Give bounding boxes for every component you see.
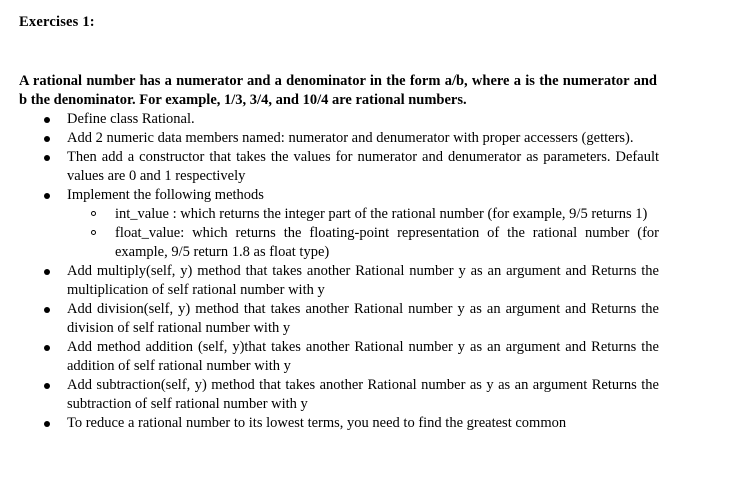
bullet-icon: [44, 383, 50, 389]
list-item-text: Add 2 numeric data members named: numerator and denumerator with proper accessers (getters).: [67, 130, 634, 146]
list-item: [19, 186, 659, 262]
bullet-icon: [44, 345, 50, 351]
list-item-text: Add multiply(self, y) method that takes another Rational number y as an argument and Returns the multiplication of self rational number with y: [67, 263, 659, 298]
list-item-text: Define class Rational.: [67, 111, 195, 127]
methods-sublist: [67, 205, 659, 262]
list-item: [19, 376, 659, 414]
list-item: [19, 414, 659, 433]
bullet-icon: [44, 155, 50, 161]
hollow-bullet-icon: [91, 230, 96, 235]
sublist-item: [67, 205, 659, 224]
list-item: [19, 129, 659, 148]
bullet-icon: [44, 136, 50, 142]
list-item-text: Add division(self, y) method that takes another Rational number y as an argument and Returns the division of self rational number with y: [67, 301, 659, 336]
bullet-icon: [44, 307, 50, 313]
hollow-bullet-icon: [91, 211, 96, 216]
list-item: [19, 110, 659, 129]
sublist-item-text: int_value : which returns the integer part of the rational number (for example, 9/5 returns 1): [115, 206, 648, 222]
sublist-item: [67, 224, 659, 262]
bullet-icon: [44, 269, 50, 275]
list-item: [19, 262, 659, 300]
list-item: [19, 300, 659, 338]
bullet-icon: [44, 193, 50, 199]
sublist-item-text: float_value: which returns the floating-point representation of the rational number (for example, 9/5 return 1.8 as float type): [115, 225, 659, 260]
list-item-text: Add subtraction(self, y) method that takes another Rational number as y as an argument Returns the subtraction of self rational number with y: [67, 377, 659, 412]
exercise-heading: Exercises 1:: [19, 14, 95, 30]
bullet-icon: [44, 117, 50, 123]
list-item-text: Add method addition (self, y)that takes another Rational number y as an argument and Returns the addition of self rational number with y: [67, 339, 659, 374]
bullet-icon: [44, 421, 50, 427]
requirements-list: [19, 110, 659, 433]
list-item-text: Implement the following methods: [67, 187, 264, 203]
list-item-text: Then add a constructor that takes the values for numerator and denumerator as parameters. Default values are 0 and 1 respectively: [67, 149, 659, 184]
list-item-text: To reduce a rational number to its lowest terms, you need to find the greatest common: [67, 415, 567, 431]
list-item: [19, 338, 659, 376]
list-item: [19, 148, 659, 186]
intro-paragraph: A rational number has a numerator and a denominator in the form a/b, where a is the numerator and b the denominator. For example, 1/3, 3/4, and 10/4 are rational numbers.: [19, 73, 657, 108]
